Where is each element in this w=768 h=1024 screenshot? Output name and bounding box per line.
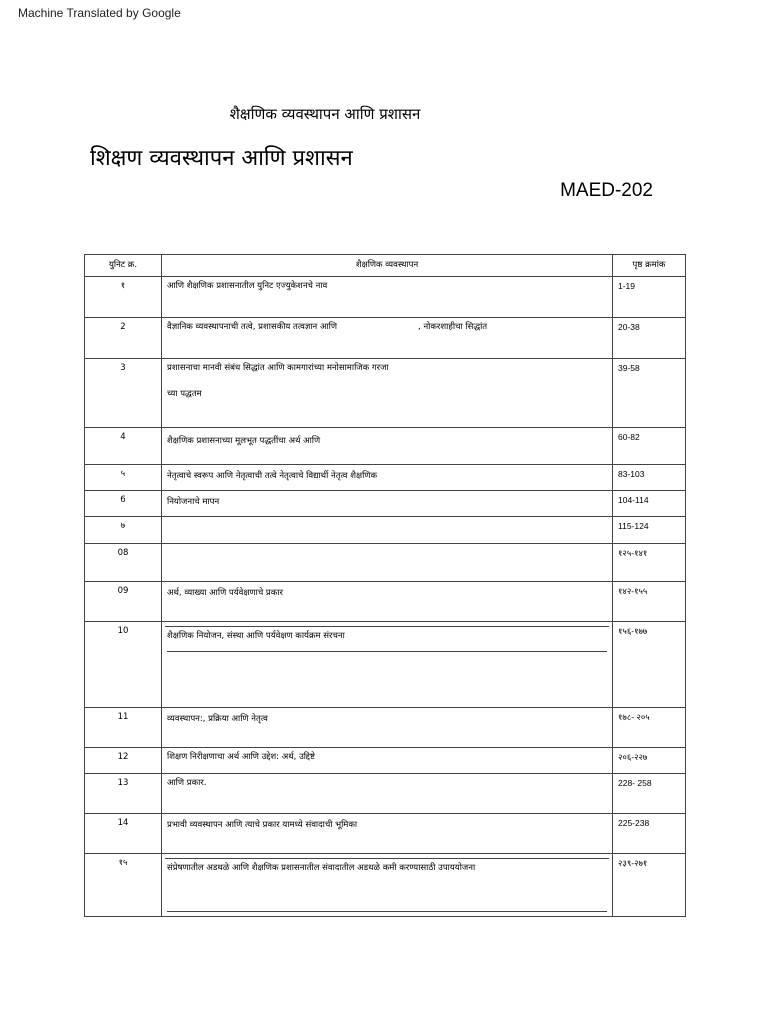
course-code: MAED-202	[560, 180, 653, 201]
header-page-no: पृष्ठ क्रमांक	[613, 255, 686, 277]
unit-number: 4	[85, 427, 162, 464]
table-row	[85, 490, 686, 516]
machine-translation-banner: Machine Translated by Google	[18, 6, 181, 20]
unit-number: 09	[85, 581, 162, 621]
table-row	[85, 773, 686, 813]
unit-topic: वैज्ञानिक व्यवस्थापनाची तत्वे, प्रशासकीय तत्वज्ञान आणि , नोकरशाहीचा सिद्धांत	[162, 317, 613, 358]
table-row	[85, 853, 686, 917]
table-row	[85, 543, 686, 581]
unit-topic-continuation: च्या पद्धतम	[167, 389, 202, 400]
unit-topic-cell	[162, 358, 613, 427]
page-range: 115-124	[613, 516, 686, 543]
page-range: 225-238	[613, 813, 686, 853]
unit-topic: व्यवस्थापन:, प्रक्रिया आणि नेतृत्व	[162, 707, 613, 747]
header-unit-no: युनिट क्र.	[85, 255, 162, 277]
unit-topic	[162, 516, 613, 543]
document-title: शिक्षण व्यवस्थापन आणि प्रशासन	[90, 146, 353, 171]
unit-topic-cell	[162, 853, 613, 917]
rule-line	[165, 858, 609, 859]
unit-topic: आणि प्रकार.	[162, 773, 613, 813]
contents-table	[84, 254, 686, 917]
page-range: 39-58	[613, 358, 686, 427]
table-row	[85, 317, 686, 358]
table-row	[85, 516, 686, 543]
table-row	[85, 581, 686, 621]
unit-number: ७	[85, 516, 162, 543]
unit-topic: नेतृत्वाचे स्वरूप आणि नेतृत्वाची तत्वे नेतृत्वाचे विद्यार्थी नेतृत्व शैक्षणिक	[162, 464, 613, 490]
unit-number: 3	[85, 358, 162, 427]
page-range: २०६-२२७	[613, 747, 686, 773]
unit-number: 14	[85, 813, 162, 853]
rule-line	[167, 911, 607, 912]
table-row	[85, 621, 686, 707]
unit-topic	[162, 543, 613, 581]
page-range: १५६-१७७	[613, 621, 686, 707]
unit-number: 13	[85, 773, 162, 813]
unit-topic: शिक्षण निरीक्षणाचा अर्थ आणि उद्देश: अर्थ, उद्दिष्टे	[162, 747, 613, 773]
unit-topic: संप्रेषणातील अडथळे आणि शैक्षणिक प्रशासनातील संवादातील अडथळे कमी करण्यासाठी उपाययोजना	[167, 862, 476, 873]
unit-number: १	[85, 276, 162, 317]
table-row	[85, 813, 686, 853]
unit-number: १५	[85, 853, 162, 917]
unit-topic-cell	[162, 621, 613, 707]
page-range: 104-114	[613, 490, 686, 516]
table-header-row	[85, 255, 686, 277]
page-range: १२५-१४१	[613, 543, 686, 581]
unit-topic: अर्थ, व्याख्या आणि पर्यवेक्षणाचे प्रकार	[162, 581, 613, 621]
unit-number: 2	[85, 317, 162, 358]
page-range: २३९-२७१	[613, 853, 686, 917]
page-range: १७८- २०५	[613, 707, 686, 747]
page-range: 60-82	[613, 427, 686, 464]
rule-line	[167, 651, 607, 652]
table-row	[85, 464, 686, 490]
unit-topic: शैक्षणिक प्रशासनाच्या मूलभूत पद्धतींचा अर्थ आणि	[162, 427, 613, 464]
unit-number: 10	[85, 621, 162, 707]
page-range: १४२-१५५	[613, 581, 686, 621]
header-topic: शैक्षणिक व्यवस्थापन	[162, 255, 613, 277]
unit-topic: आणि शैक्षणिक प्रशासनातील युनिट एज्युकेशनचे नाव	[162, 276, 613, 317]
table-row	[85, 276, 686, 317]
unit-number: ५	[85, 464, 162, 490]
rule-line	[165, 626, 609, 627]
unit-number: 08	[85, 543, 162, 581]
table-row	[85, 427, 686, 464]
unit-number: 6	[85, 490, 162, 516]
table-row	[85, 707, 686, 747]
page-range: 20-38	[613, 317, 686, 358]
table-row	[85, 747, 686, 773]
unit-number: 11	[85, 707, 162, 747]
unit-topic: शैक्षणिक नियोजन, संस्था आणि पर्यवेक्षण कार्यक्रम संरचना	[167, 630, 345, 641]
unit-number: 12	[85, 747, 162, 773]
page-range: 1-19	[613, 276, 686, 317]
unit-topic: नियोजनाचे मापन	[162, 490, 613, 516]
document-subtitle: शैक्षणिक व्यवस्थापन आणि प्रशासन	[229, 105, 421, 123]
unit-topic: प्रशासनाचा मानवी संबंध सिद्धांत आणि कामगारांच्या मनोसामाजिक गरजा	[167, 362, 389, 373]
page-range: 83-103	[613, 464, 686, 490]
table-row	[85, 358, 686, 427]
unit-topic: प्रभावी व्यवस्थापन आणि त्याचे प्रकार यामध्ये संवादाची भूमिका	[162, 813, 613, 853]
page-range: 228- 258	[613, 773, 686, 813]
